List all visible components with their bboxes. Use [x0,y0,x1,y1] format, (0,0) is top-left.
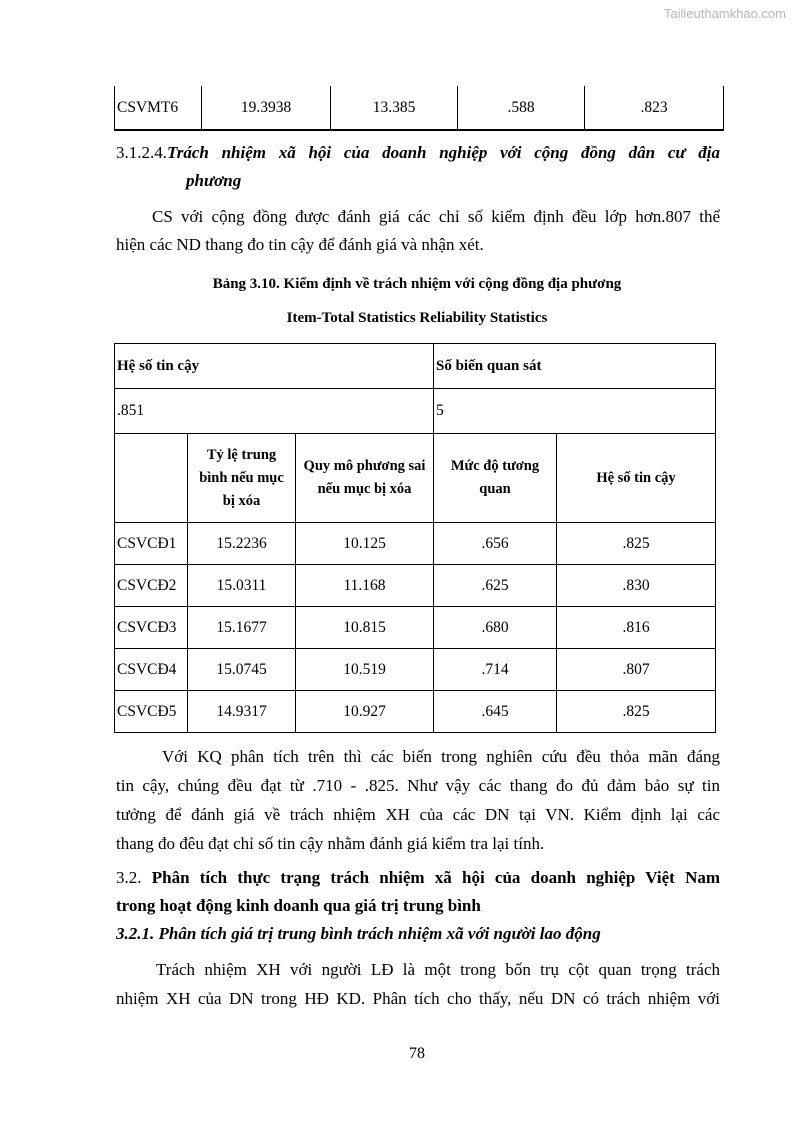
col-header-mean [188,434,296,523]
paragraph-line: tưởng để đánh giá về trách nhiệm XH của các DN tại VN. Kiểm định lại các [116,805,720,824]
col-header-mean-l2: bình nếu mục [199,469,284,486]
paragraph-line: Trách nhiệm XH với người LĐ là một trong bốn trụ cột quan trọng trách [156,960,720,979]
section-title-line1: Phân tích thực trạng trách nhiệm xã hội của doanh nghiệp Việt Nam [151,868,721,887]
paragraph-line: hiện các ND thang đo tin cậy để đánh giá và nhận xét. [116,235,484,254]
item-name: CSVCĐ3 [115,607,188,649]
items-header: Số biến quan sát [434,344,716,389]
item-variance: 10.519 [296,649,434,691]
table-cell: 19.3938 [202,86,331,130]
col-header-correlation [434,434,557,523]
item-variance: 10.125 [296,523,434,565]
item-variance: 10.927 [296,691,434,733]
item-alpha: .816 [557,607,716,649]
table-subcaption: Item-Total Statistics Reliability Statistics [286,310,548,326]
item-alpha: .830 [557,565,716,607]
item-alpha: .825 [557,523,716,565]
item-variance: 11.168 [296,565,434,607]
watermark-text: Tailieuthamkhao.com [663,6,786,21]
col-header-alpha-text: Hệ số tin cậy [596,469,676,486]
table-row [115,607,716,649]
item-correlation: .625 [434,565,557,607]
section-number: 3.1.2.4. [116,143,167,162]
item-name: CSVCĐ5 [115,691,188,733]
table-cell: .823 [585,86,724,130]
table-caption: Bảng 3.10. Kiểm định về trách nhiệm với cộng đồng địa phương [212,276,622,292]
item-correlation: .714 [434,649,557,691]
item-alpha: .825 [557,691,716,733]
item-mean: 15.0311 [188,565,296,607]
col-header-mean-l3: bị xóa [222,492,261,509]
reliability-table [114,343,716,733]
paragraph-line: Với KQ phân tích trên thì các biến trong nghiên cứu đều thỏa mãn đáng [162,747,720,766]
items-value: 5 [434,389,716,434]
section-title-line2: trong hoạt động kinh doanh qua giá trị trung bình [116,896,481,915]
item-mean: 15.1677 [188,607,296,649]
col-header-mean-l1: Tỷ lệ trung [206,446,277,463]
table-row [115,523,716,565]
item-mean: 14.9317 [188,691,296,733]
paragraph-line: nhiệm XH của DN trong HĐ KD. Phân tích cho thấy, nếu DN có trách nhiệm với [116,989,720,1008]
paragraph-line: thang đo đêu đạt chỉ số tin cậy nhằm đánh giá kiểm tra lại tính. [116,834,545,853]
item-mean: 15.2236 [188,523,296,565]
section-heading-32 [116,863,720,892]
section-heading-3124 [116,138,720,167]
section-title-line2: phương [186,171,242,190]
item-correlation: .656 [434,523,557,565]
paragraph-line: tin cậy, chúng đều đạt từ .710 - .825. Như vậy các thang đo đủ đảm bảo sự tin [116,776,720,795]
col-header-correlation-l1: Mức độ tương [450,458,540,474]
item-mean: 15.0745 [188,649,296,691]
col-header-correlation-l2: quan [479,481,511,497]
reliability-value: .851 [115,389,434,434]
empty-header-cell [115,434,188,523]
table-row [115,649,716,691]
item-correlation: .680 [434,607,557,649]
item-name: CSVCĐ1 [115,523,188,565]
table-cell: 13.385 [331,86,458,130]
reliability-header: Hệ số tin cậy [115,344,434,389]
col-header-variance-l1: Quy mô phương sai [303,458,426,474]
table-row [115,691,716,733]
table-cell: CSVMT6 [115,86,202,130]
section-number: 3.2. [116,868,142,887]
section-title-line1: Trách nhiệm xã hội của doanh nghiệp với cộng đồng dân cư địa [167,143,720,162]
item-correlation: .645 [434,691,557,733]
item-name: CSVCĐ2 [115,565,188,607]
col-header-variance-l2: nếu mục bị xóa [317,481,412,497]
section-heading-321: 3.2.1. Phân tích giá trị trung bình trách nhiệm xã với người lao động [116,924,601,943]
page-number: 78 [409,1045,425,1062]
previous-table-last-row [114,86,724,131]
item-name: CSVCĐ4 [115,649,188,691]
col-header-alpha [557,434,716,523]
col-header-variance [296,434,434,523]
paragraph-line: CS với cộng đồng được đánh giá các chỉ số kiểm định đều lớp hơn.807 thể [152,207,720,226]
item-variance: 10.815 [296,607,434,649]
item-alpha: .807 [557,649,716,691]
table-row [115,565,716,607]
table-cell: .588 [458,86,585,130]
